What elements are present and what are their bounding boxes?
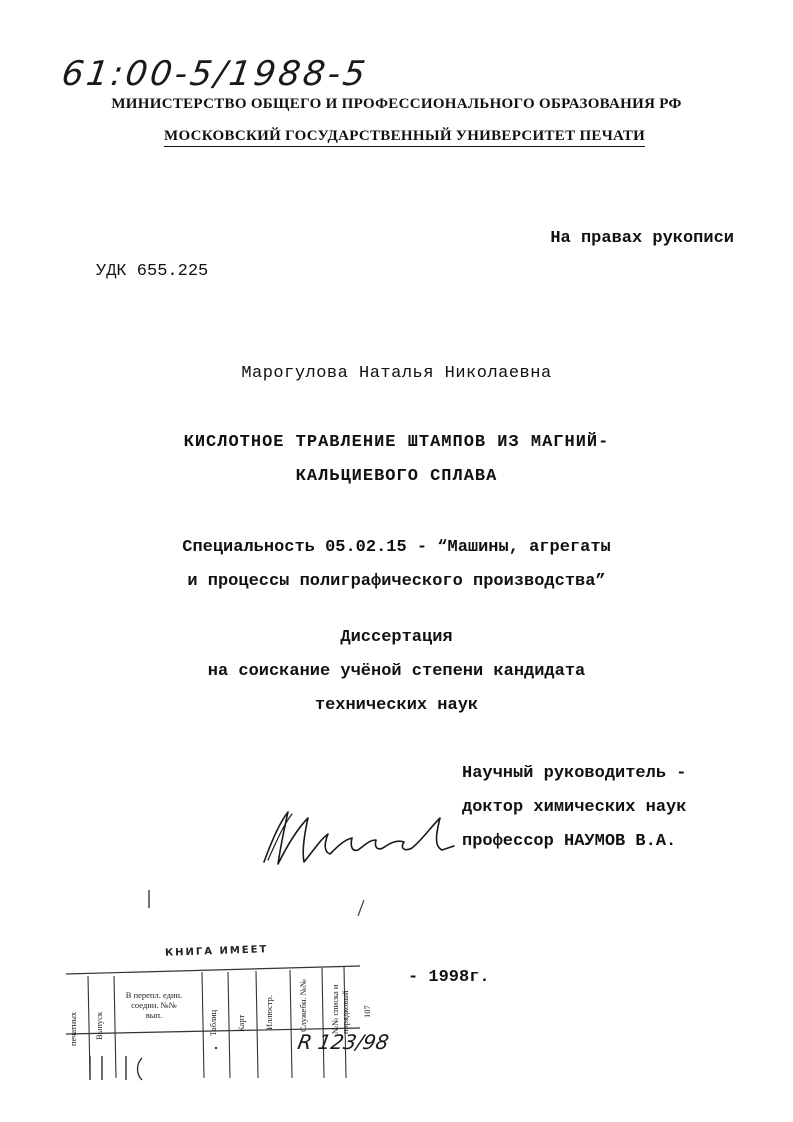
supervisor-line-1: Научный руководитель - [462,764,687,783]
stamp-col-tables: Таблиц [208,1009,218,1036]
supervisor-line-2: доктор химических наук [462,798,687,817]
stamp-title: КНИГА ИМЕЕТ [164,944,269,959]
archive-code: 61:00-5/1988-5 [59,54,371,94]
stamp-col-num: 107 [362,1005,372,1018]
year: - 1998г. [408,968,490,987]
supervisor-line-3: профессор НАУМОВ В.А. [462,832,677,851]
stamp-col-bound: В перепл. един. соедин. №№ вып. [125,990,183,1020]
stamp-col-illus: Иллюстр. [264,995,274,1030]
stamp-col-list: №№ списка и порядковый [330,984,350,1034]
stray-marks [140,880,380,920]
thesis-title-line-2: КАЛЬЦИЕВОГО СПЛАВА [295,467,498,486]
specialty-line-1: Специальность 05.02.15 - “Машины, агрегаты [182,538,611,557]
degree-line-3: технических наук [314,696,479,715]
thesis-title-line-1: КИСЛОТНОЕ ТРАВЛЕНИЕ ШТАМПОВ ИЗ МАГНИЙ- [183,433,610,452]
degree-line-2: на соискание учёной степени кандидата [207,662,586,681]
rights-note: На правах рукописи [550,229,734,248]
specialty-line-2: и процессы полиграфического производства” [187,572,606,591]
university-heading: МОСКОВСКИЙ ГОСУДАРСТВЕННЫЙ УНИВЕРСИТЕТ ПЕЧАТИ [164,128,645,147]
stamp-col-pages: печатных [68,1011,78,1046]
author-name: Марогулова Наталья Николаевна [241,364,552,383]
stamp-col-issue: Выпуск [94,1011,104,1040]
degree-line-1: Диссертация [340,628,453,647]
udk-code: УДК 655.225 [96,262,209,281]
stamp-col-service: Служебн. №№ [298,979,308,1032]
signature [258,800,468,880]
ministry-heading: МИНИСТЕРСТВО ОБЩЕГО И ПРОФЕССИОНАЛЬНОГО ОБРАЗОВАНИЯ РФ [111,96,682,112]
stamp-handwritten-number: R 123/98 [295,1030,391,1054]
stamp-col-maps: Карт [236,1014,246,1032]
